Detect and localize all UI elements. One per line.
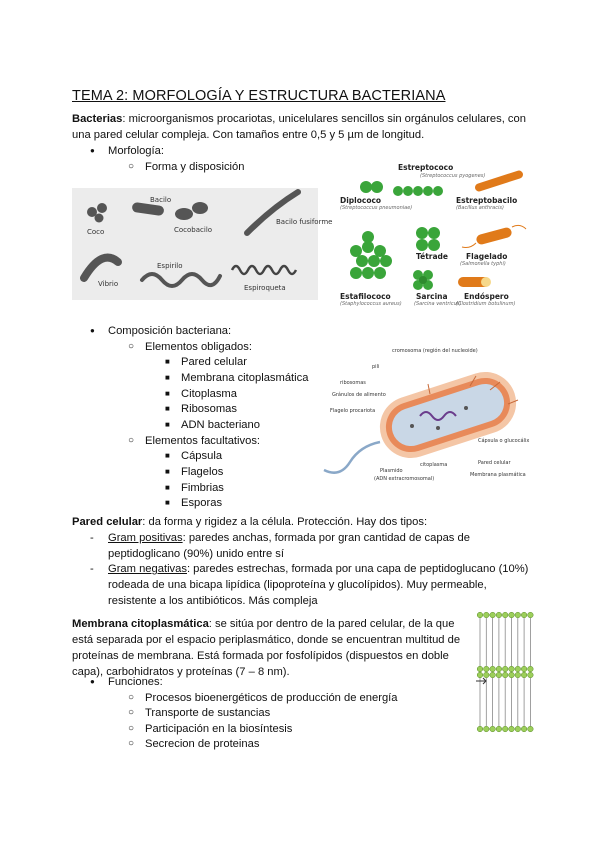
cell-label-pared: Pared celular xyxy=(478,460,511,466)
phospholipid-head xyxy=(477,666,483,672)
phospholipid-head xyxy=(496,666,502,672)
phospholipid-head xyxy=(509,612,515,618)
arr-label-estafilococo: Estafilococo xyxy=(340,292,391,301)
arr-label-estreptobacilo: Estreptobacilo xyxy=(456,196,518,205)
phospholipid-head xyxy=(496,672,502,678)
cell-label-flagelo: Flagelo procariota xyxy=(330,408,376,414)
intro-line-2: una pared celular compleja. Con tamaños entre 0,5 y 5 µm de longitud. xyxy=(72,129,425,141)
phospholipid-head xyxy=(521,666,527,672)
ribosome xyxy=(436,426,440,430)
arr-species-diplococo: (Streptococcus pneumoniae) xyxy=(340,205,413,211)
gram-neg-line-1: : paredes estrechas, formada por una capa de peptidoglucano (10%) xyxy=(186,563,529,575)
intro-paragraph xyxy=(72,111,532,143)
bullet-morfologia: ● Morfología: xyxy=(108,143,164,159)
phospholipid-head xyxy=(484,666,490,672)
arr-label-estreptococo: Estreptococo xyxy=(398,163,454,172)
gram-positivas-item xyxy=(108,530,548,562)
cell-label-granulos: Gránulos de alimento xyxy=(332,392,386,398)
arr-label-diplococo: Diplococo xyxy=(340,196,382,205)
facultativo-item: ■ Cápsula xyxy=(181,448,222,464)
estafilococo-cluster xyxy=(350,231,392,279)
arr-species-sarcina: (Sarcina ventriculi) xyxy=(414,301,462,307)
cell-label-membrana: Membrana plasmática xyxy=(470,472,526,478)
phospholipid-head xyxy=(490,666,496,672)
coco-cell xyxy=(97,203,107,213)
ribosome xyxy=(464,406,468,410)
phospholipid-head xyxy=(502,672,508,678)
facultativo-item: ■ Esporas xyxy=(181,495,222,511)
funcion-item: ○ Participación en la biosíntesis xyxy=(145,721,292,737)
phospholipid-head xyxy=(509,726,515,732)
phospholipid-head xyxy=(502,666,508,672)
phospholipid-head xyxy=(477,612,483,618)
cell-label-cromosoma: cromosoma (región del nucleoide) xyxy=(392,348,478,354)
arr-species-estreptobacilo: (Bacillus anthracis) xyxy=(456,205,504,211)
phospholipid-head xyxy=(490,612,496,618)
intro-line-1: : microorganismos procariotas, unicelulares sencillos sin orgánulos celulares, con xyxy=(122,113,526,125)
gram-pos-line-2: peptidoglicano (90%) unido entre sí xyxy=(108,548,285,560)
bullet-composicion: ● Composición bacteriana: xyxy=(108,323,231,339)
bacteria-arrangements-figure xyxy=(336,163,536,323)
shape-label-espiroqueta: Espiroqueta xyxy=(244,284,286,292)
shape-label-fusiforme: Bacilo fusiforme xyxy=(276,218,333,226)
bilayer-arrow-icon xyxy=(476,678,486,684)
cell-label-adn-extra: (ADN extracromosomal) xyxy=(374,476,435,482)
funcion-item: ○ Transporte de sustancias xyxy=(145,705,270,721)
phospholipid-head xyxy=(484,726,490,732)
phospholipid-head xyxy=(477,672,483,678)
diplococo-cell xyxy=(371,181,383,193)
membrana-line-4: capa), carbohidratos y proteínas (7 – 8 nm). xyxy=(72,666,290,678)
bullet-funciones: ● Funciones: xyxy=(108,674,163,690)
page-title: TEMA 2: MORFOLOGÍA Y ESTRUCTURA BACTERIANA xyxy=(72,88,446,104)
obligado-item: ■ ADN bacteriano xyxy=(181,417,260,433)
tetrade-cells xyxy=(416,227,440,251)
gram-pos-line-1: : paredes anchas, formada por gran cantidad de capas de xyxy=(182,532,470,544)
obligado-item: ■ Ribosomas xyxy=(181,401,237,417)
phospholipid-head xyxy=(515,726,521,732)
pared-text: : da forma y rigidez a la célula. Protección. Hay dos tipos: xyxy=(142,516,428,528)
shape-label-espirilo: Espirilo xyxy=(157,262,183,270)
membrana-line-1: : se sitúa por dentro de la pared celular, de la que xyxy=(208,618,455,630)
phospholipid-head xyxy=(515,672,521,678)
arr-label-tetrade: Tétrade xyxy=(416,252,449,261)
phospholipid-head xyxy=(521,612,527,618)
phospholipid-head xyxy=(528,612,534,618)
phospholipid-head xyxy=(515,612,521,618)
cell-label-ribosomas: ribosomas xyxy=(340,380,366,386)
bacteria-shapes-figure xyxy=(72,188,333,300)
flagellum xyxy=(324,442,380,473)
phospholipid-head xyxy=(509,666,515,672)
gram-pos-term: Gram positivas xyxy=(108,532,183,544)
bacterial-cell-figure xyxy=(320,346,532,486)
phospholipid-head xyxy=(484,672,490,678)
phospholipid-head xyxy=(528,726,534,732)
phospholipid-head xyxy=(484,612,490,618)
arr-species-estafilococo: (Staphylococcus aureus) xyxy=(340,301,402,307)
cell-label-pili: pili xyxy=(372,364,380,370)
gram-neg-line-3: resistente a los antibióticos. Más compleja xyxy=(108,595,318,607)
flagelado-cell xyxy=(475,227,512,246)
arr-label-sarcina: Sarcina xyxy=(416,292,448,301)
phospholipid-head xyxy=(515,666,521,672)
membrana-line-3: proteínas de membrana. Está formada por fosfolípidos (dispuestos en doble xyxy=(72,650,449,662)
coco-cell xyxy=(95,214,104,223)
bullet-forma: ○ Forma y disposición xyxy=(145,159,244,175)
obligado-item: ■ Citoplasma xyxy=(181,386,237,402)
gram-neg-term: Gram negativas xyxy=(108,563,187,575)
gram-negativas-item xyxy=(108,561,548,609)
shape-label-cocobacilo: Cocobacilo xyxy=(174,226,213,234)
arr-species-estreptococo: (Streptococcus pyogenes) xyxy=(420,173,486,179)
phospholipid-head xyxy=(496,612,502,618)
membrana-line-2: está separada por el espacio periplasmático, donde se encuentran multitud de xyxy=(72,634,461,646)
bullet-obligados: ○ Elementos obligados: xyxy=(145,339,252,355)
membrana-paragraph xyxy=(72,616,462,680)
bullet-facultativos: ○ Elementos facultativos: xyxy=(145,433,260,449)
membrana-term: Membrana citoplasmática xyxy=(72,618,209,630)
arr-species-flagelado: (Salmonella typhi) xyxy=(460,261,506,267)
arr-label-flagelado: Flagelado xyxy=(466,252,508,261)
pared-paragraph xyxy=(72,514,532,530)
phospholipid-head xyxy=(521,672,527,678)
intro-term: Bacterias xyxy=(72,113,123,125)
estreptococo-chain xyxy=(393,186,443,196)
phospholipid-bilayer-figure xyxy=(474,611,536,733)
diplococo-cell xyxy=(360,181,372,193)
phospholipid-head xyxy=(477,726,483,732)
cell-label-capsula: Cápsula o glucocálix xyxy=(478,438,530,444)
arr-label-endospero: Endóspero xyxy=(464,292,509,301)
phospholipid-head xyxy=(528,672,534,678)
shape-label-vibrio: Vibrio xyxy=(98,280,119,288)
phospholipid-head xyxy=(496,726,502,732)
phospholipid-head xyxy=(521,726,527,732)
phospholipid-head xyxy=(528,666,534,672)
cocobacilo-cell xyxy=(175,208,193,220)
shape-label-bacilo: Bacilo xyxy=(150,196,172,204)
endospero-spore xyxy=(481,277,491,287)
phospholipid-head xyxy=(490,726,496,732)
phospholipid-head xyxy=(490,672,496,678)
funcion-item: ○ Procesos bioenergéticos de producción de energía xyxy=(145,690,398,706)
ribosome xyxy=(410,424,414,428)
shape-label-coco: Coco xyxy=(87,228,105,236)
funcion-item: ○ Secrecion de proteinas xyxy=(145,736,259,752)
cocobacilo-cell xyxy=(192,202,208,214)
arr-species-endospero: (Clostridium botulinum) xyxy=(456,301,516,307)
cell-label-plasmido: Plasmido xyxy=(380,468,403,474)
obligado-item: ■ Membrana citoplasmática xyxy=(181,370,308,386)
phospholipid-head xyxy=(502,612,508,618)
facultativo-item: ■ Fimbrias xyxy=(181,480,224,496)
gram-neg-line-2: rodeada de una bicapa lipídica (lipoproteína y glucolípidos). Muy permeable, xyxy=(108,579,487,591)
facultativo-item: ■ Flagelos xyxy=(181,464,223,480)
cell-label-citoplasma: citoplasma xyxy=(420,462,448,468)
phospholipid-head xyxy=(509,672,515,678)
obligado-item: ■ Pared celular xyxy=(181,354,247,370)
phospholipid-head xyxy=(502,726,508,732)
pared-term: Pared celular xyxy=(72,516,143,528)
sarcina-cells xyxy=(413,270,433,290)
